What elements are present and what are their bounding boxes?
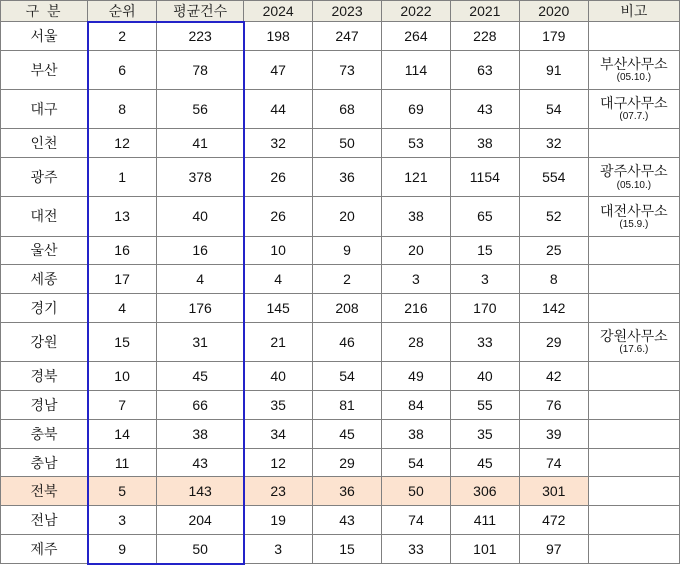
cell-average: 45 (157, 362, 244, 391)
cell-2020: 142 (519, 294, 588, 323)
table-row (1, 535, 680, 564)
table-header-row (1, 1, 680, 22)
cell-average: 40 (157, 197, 244, 236)
cell-average: 31 (157, 323, 244, 362)
cell-note (588, 362, 679, 391)
cell-average: 56 (157, 90, 244, 129)
cell-region: 전남 (1, 506, 88, 535)
cell-region: 충남 (1, 448, 88, 477)
cell-note (588, 236, 679, 265)
cell-rank: 14 (88, 419, 157, 448)
cell-average: 66 (157, 391, 244, 420)
cell-rank: 8 (88, 90, 157, 129)
cell-rank: 2 (88, 22, 157, 51)
cell-region: 경북 (1, 362, 88, 391)
cell-2020: 76 (519, 391, 588, 420)
cell-2022: 3 (382, 265, 451, 294)
cell-rank: 16 (88, 236, 157, 265)
cell-2020: 25 (519, 236, 588, 265)
cell-2024: 12 (244, 448, 313, 477)
cell-rank: 1 (88, 158, 157, 197)
cell-region: 세종 (1, 265, 88, 294)
cell-2022: 216 (382, 294, 451, 323)
cell-note (588, 50, 679, 89)
cell-2021: 35 (450, 419, 519, 448)
column-header-region: 구 분 (1, 1, 88, 22)
cell-2023: 45 (313, 419, 382, 448)
cell-region: 인천 (1, 129, 88, 158)
cell-2020: 42 (519, 362, 588, 391)
column-header-2022: 2022 (382, 1, 451, 22)
cell-average: 38 (157, 419, 244, 448)
cell-2020: 301 (519, 477, 588, 506)
cell-rank: 9 (88, 535, 157, 564)
cell-2020: 74 (519, 448, 588, 477)
cell-2023: 2 (313, 265, 382, 294)
cell-2020: 97 (519, 535, 588, 564)
cell-2023: 247 (313, 22, 382, 51)
cell-2022: 50 (382, 477, 451, 506)
column-header-rank: 순위 (88, 1, 157, 22)
cell-2024: 26 (244, 197, 313, 236)
note-date-label: (05.10.) (616, 179, 652, 191)
cell-2022: 20 (382, 236, 451, 265)
cell-2024: 44 (244, 90, 313, 129)
cell-2023: 208 (313, 294, 382, 323)
cell-2020: 472 (519, 506, 588, 535)
cell-rank: 5 (88, 477, 157, 506)
table-row (1, 391, 680, 420)
cell-2021: 170 (450, 294, 519, 323)
cell-average: 43 (157, 448, 244, 477)
cell-2022: 38 (382, 197, 451, 236)
cell-2023: 54 (313, 362, 382, 391)
cell-average: 16 (157, 236, 244, 265)
note-date-label: (05.10.) (616, 72, 652, 84)
cell-2020: 29 (519, 323, 588, 362)
cell-note (588, 419, 679, 448)
cell-2021: 43 (450, 90, 519, 129)
cell-rank: 7 (88, 391, 157, 420)
cell-note (588, 197, 679, 236)
cell-2021: 55 (450, 391, 519, 420)
cell-2022: 74 (382, 506, 451, 535)
cell-2020: 8 (519, 265, 588, 294)
cell-average: 223 (157, 22, 244, 51)
cell-2023: 36 (313, 158, 382, 197)
column-header-2021: 2021 (450, 1, 519, 22)
cell-2024: 47 (244, 50, 313, 89)
cell-2024: 145 (244, 294, 313, 323)
cell-note (588, 391, 679, 420)
cell-2021: 65 (450, 197, 519, 236)
cell-region: 서울 (1, 22, 88, 51)
cell-rank: 10 (88, 362, 157, 391)
cell-2020: 52 (519, 197, 588, 236)
column-header-2020: 2020 (519, 1, 588, 22)
cell-rank: 15 (88, 323, 157, 362)
cell-rank: 11 (88, 448, 157, 477)
cell-2024: 3 (244, 535, 313, 564)
note-date-label: (17.6.) (619, 344, 649, 356)
cell-2023: 50 (313, 129, 382, 158)
cell-2023: 36 (313, 477, 382, 506)
cell-2021: 228 (450, 22, 519, 51)
cell-rank: 12 (88, 129, 157, 158)
note-office-label: 강원사무소 (600, 328, 668, 345)
cell-region: 제주 (1, 535, 88, 564)
cell-2023: 9 (313, 236, 382, 265)
cell-2023: 15 (313, 535, 382, 564)
column-header-average: 평균건수 (157, 1, 244, 22)
cell-2020: 91 (519, 50, 588, 89)
cell-2024: 10 (244, 236, 313, 265)
cell-2023: 46 (313, 323, 382, 362)
cell-2023: 43 (313, 506, 382, 535)
table-row (1, 477, 680, 506)
cell-2021: 40 (450, 362, 519, 391)
cell-2024: 23 (244, 477, 313, 506)
table-row (1, 294, 680, 323)
note-date-label: (15.9.) (619, 218, 649, 230)
cell-2024: 198 (244, 22, 313, 51)
cell-average: 378 (157, 158, 244, 197)
cell-region: 경기 (1, 294, 88, 323)
cell-2021: 38 (450, 129, 519, 158)
cell-rank: 3 (88, 506, 157, 535)
cell-average: 204 (157, 506, 244, 535)
cell-region: 경남 (1, 391, 88, 420)
cell-2021: 63 (450, 50, 519, 89)
cell-rank: 6 (88, 50, 157, 89)
cell-2021: 306 (450, 477, 519, 506)
cell-note (588, 265, 679, 294)
cell-2023: 73 (313, 50, 382, 89)
table-row (1, 158, 680, 197)
cell-2024: 26 (244, 158, 313, 197)
cell-2022: 38 (382, 419, 451, 448)
table-row (1, 419, 680, 448)
cell-region: 대전 (1, 197, 88, 236)
note-office-label: 광주사무소 (600, 163, 668, 180)
cell-region: 충북 (1, 419, 88, 448)
cell-note (588, 294, 679, 323)
cell-2024: 32 (244, 129, 313, 158)
cell-average: 78 (157, 50, 244, 89)
cell-2020: 32 (519, 129, 588, 158)
cell-2022: 53 (382, 129, 451, 158)
cell-region: 강원 (1, 323, 88, 362)
note-office-label: 대전사무소 (600, 202, 668, 219)
cell-rank: 17 (88, 265, 157, 294)
table-row (1, 323, 680, 362)
cell-rank: 4 (88, 294, 157, 323)
table-row (1, 506, 680, 535)
cell-average: 41 (157, 129, 244, 158)
table-row (1, 22, 680, 51)
table-row (1, 50, 680, 89)
table-row (1, 129, 680, 158)
cell-2020: 554 (519, 158, 588, 197)
cell-2024: 34 (244, 419, 313, 448)
cell-2021: 1154 (450, 158, 519, 197)
cell-note (588, 90, 679, 129)
cell-2022: 28 (382, 323, 451, 362)
cell-2021: 101 (450, 535, 519, 564)
table-row (1, 197, 680, 236)
cell-note (588, 535, 679, 564)
cell-2022: 49 (382, 362, 451, 391)
cell-2022: 121 (382, 158, 451, 197)
cell-2024: 35 (244, 391, 313, 420)
cell-2022: 33 (382, 535, 451, 564)
cell-average: 4 (157, 265, 244, 294)
cell-rank: 13 (88, 197, 157, 236)
cell-2024: 40 (244, 362, 313, 391)
cell-2022: 54 (382, 448, 451, 477)
cell-2020: 179 (519, 22, 588, 51)
cell-2021: 33 (450, 323, 519, 362)
cell-2023: 20 (313, 197, 382, 236)
cell-2022: 114 (382, 50, 451, 89)
table-row (1, 90, 680, 129)
cell-note (588, 129, 679, 158)
cell-2021: 45 (450, 448, 519, 477)
cell-region: 광주 (1, 158, 88, 197)
cell-2020: 39 (519, 419, 588, 448)
cell-2022: 69 (382, 90, 451, 129)
table-row (1, 265, 680, 294)
cell-note (588, 477, 679, 506)
column-header-note: 비고 (588, 1, 679, 22)
table-header (1, 1, 680, 22)
cell-average: 176 (157, 294, 244, 323)
column-header-2023: 2023 (313, 1, 382, 22)
table-body (1, 22, 680, 564)
cell-2024: 19 (244, 506, 313, 535)
cell-2023: 68 (313, 90, 382, 129)
table-row (1, 236, 680, 265)
note-office-label: 부산사무소 (600, 56, 668, 73)
cell-average: 50 (157, 535, 244, 564)
cell-2021: 3 (450, 265, 519, 294)
cell-note (588, 506, 679, 535)
cell-region: 전북 (1, 477, 88, 506)
cell-2021: 15 (450, 236, 519, 265)
cell-2023: 81 (313, 391, 382, 420)
cell-2024: 4 (244, 265, 313, 294)
table-row (1, 362, 680, 391)
cell-note (588, 22, 679, 51)
cell-region: 대구 (1, 90, 88, 129)
note-date-label: (07.7.) (619, 111, 649, 123)
cell-note (588, 448, 679, 477)
table-row (1, 448, 680, 477)
note-office-label: 대구사무소 (600, 95, 668, 112)
cell-note (588, 158, 679, 197)
cell-note (588, 323, 679, 362)
cell-2022: 264 (382, 22, 451, 51)
cell-average: 143 (157, 477, 244, 506)
cell-2021: 411 (450, 506, 519, 535)
cell-region: 울산 (1, 236, 88, 265)
cell-region: 부산 (1, 50, 88, 89)
cell-2020: 54 (519, 90, 588, 129)
cell-2023: 29 (313, 448, 382, 477)
cell-2022: 84 (382, 391, 451, 420)
cell-2024: 21 (244, 323, 313, 362)
column-header-2024: 2024 (244, 1, 313, 22)
